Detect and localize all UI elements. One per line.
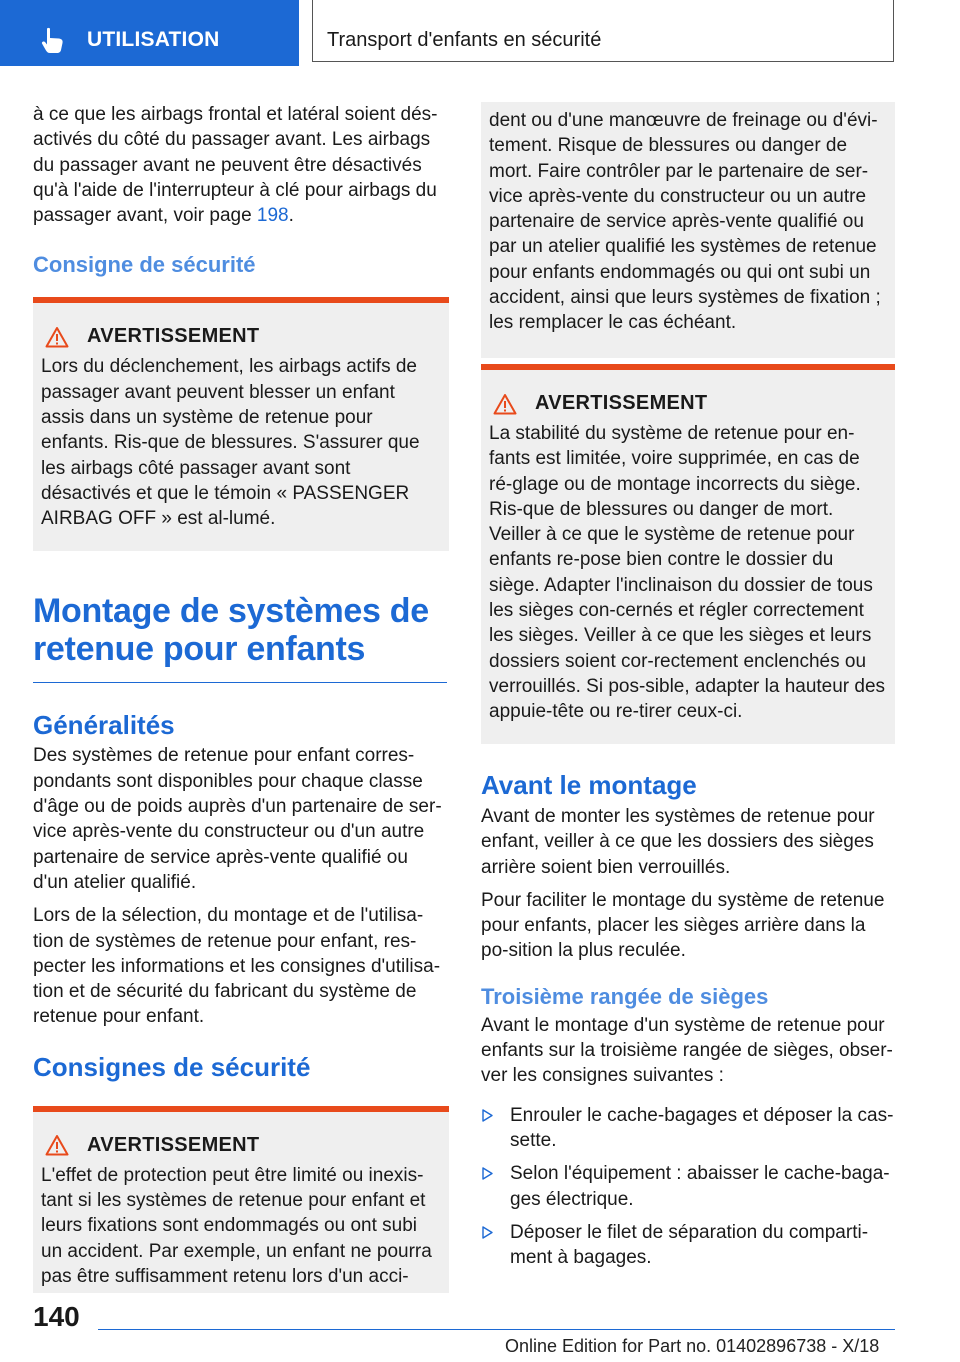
steps-list	[481, 1103, 895, 1271]
before-paragraph-2: Pour faciliter le montage du système de retenue pour enfants, placer les sièges arrière dans la po-sition la plus reculée.	[481, 889, 885, 962]
hand-pointer-icon	[38, 26, 66, 54]
edition-footer: Online Edition for Part no. 01402896738 - X/18	[505, 1336, 880, 1356]
safety-instructions-heading: Consignes de sécurité	[33, 1051, 311, 1082]
list-item: Déposer le filet de séparation du comparti-ment à bagages.	[481, 1220, 895, 1271]
warning-text-continued: dent ou d'une manœuvre de freinage ou d'évi-tement. Risque de blessures ou danger de mort. Faire contrôler par le partenaire de ser-vice après-vente du constructeur ou un autre partenaire de service après-vente qualifié ou par un atelier qualifié les systèmes de retenue pour enfants endommagés ou qui ont subi un accident, ainsi que leurs systèmes de fixation ; les remplacer le cas échéant.	[489, 110, 881, 334]
step-triangle-icon	[482, 1167, 493, 1180]
safety-heading: Consigne de sécurité	[33, 252, 256, 278]
warning-title: AVERTISSEMENT	[87, 325, 260, 348]
general-paragraph-2: Lors de la sélection, du montage et de l'utilisa-tion de systèmes de retenue pour enfant, res-pecter les informations et les consignes d'utilisa-tion et de sécurité du fabricant du système de retenue pour enfant.	[33, 905, 441, 1028]
list-item: Selon l'équipement : abaisser le cache-baga-ges électrique.	[481, 1161, 895, 1212]
right-column	[481, 102, 895, 1278]
warning-box-stability	[481, 364, 895, 744]
page-number: 140	[33, 1301, 80, 1332]
warning-box-damaged-seat	[33, 1106, 449, 1293]
section-title: UTILISATION	[87, 28, 220, 51]
step-triangle-icon	[482, 1109, 493, 1122]
general-heading: Généralités	[33, 710, 175, 741]
warning-triangle-icon	[45, 1134, 69, 1156]
left-column	[33, 102, 449, 1293]
heading-rule	[33, 682, 447, 683]
section-tab	[0, 0, 299, 66]
before-paragraph-1: Avant de monter les systèmes de retenue pour enfant, veiller à ce que les dossiers des sièges arrière soient bien verrouillés.	[481, 806, 875, 878]
warning-text: L'effet de protection peut être limité ou inexis-tant si les systèmes de retenue pour enfant et leurs fixations sont endommagés ou ont subi un accident. Par exemple, un enfant ne pourra pas être suffisamment retenu lors d'un acci-	[41, 1164, 432, 1287]
footer-rule	[98, 1329, 895, 1330]
step-triangle-icon	[482, 1226, 493, 1239]
warning-text: Lors du déclenchement, les airbags actifs de passager avant peuvent blesser un enfant assis dans un système de retenue pour enfants. Ris-que de blessures. S'assurer que les airbags côté passager avant sont désactivés et que le témoin « PASSENGER AIRBAG OFF » est al-lumé.	[41, 356, 420, 530]
warning-box-airbag	[33, 297, 449, 551]
intro-paragraph: à ce que les airbags frontal et latéral soient dés-activés du côté du passager avant. Les airbags du passager avant ne peuvent être désactivés qu'à l'aide de l'interrupteur à clé pour airbags du passager avant, voir page 198.	[33, 104, 438, 227]
third-row-paragraph: Avant le montage d'un système de retenue pour enfants sur la troisième rangée de sièges, obser-ver les consignes suivantes :	[481, 1014, 893, 1087]
main-heading: Montage de systèmes de retenue pour enfants	[33, 592, 429, 669]
warning-title: AVERTISSEMENT	[535, 392, 708, 414]
warning-text: La stabilité du système de retenue pour en-fants est limitée, voire supprimée, en cas de ré-glage ou de montage incorrects du siège. Ris-que de blessures ou danger de mort. Veiller à ce que le système de retenue pour enfants re-pose bien contre le dossier du siège. Adapter l'inclinaison du dossier de tous les sièges con-cernés et régler correctement les sièges. Veiller à ce que les sièges et leurs dossiers soient cor-rectement enclenchés ou verrouillés. Si pos-sible, adapter la hauteur des appuie-tête ou re-tirer ceux-ci.	[489, 423, 886, 723]
warning-triangle-icon	[493, 393, 517, 415]
list-item: Enrouler le cache-bagages et déposer la cas-sette.	[481, 1103, 895, 1154]
warning-box-continued	[481, 102, 895, 358]
warning-triangle-icon	[45, 326, 69, 348]
warning-title: AVERTISSEMENT	[87, 1133, 260, 1156]
third-row-heading: Troisième rangée de sièges	[481, 983, 769, 1009]
general-paragraph-1: Des systèmes de retenue pour enfant corres-pondants sont disponibles pour chaque classe d'âge ou de poids auprès d'un partenaire de ser-vice après-vente du constructeur ou d'un autre partenaire de service après-vente qualifié ou d'un atelier qualifié.	[33, 745, 442, 893]
page-ref-link[interactable]: 198	[256, 205, 289, 227]
chapter-header	[312, 0, 894, 62]
before-mounting-heading: Avant le montage	[481, 770, 697, 800]
chapter-title: Transport d'enfants en sécurité	[327, 29, 602, 51]
